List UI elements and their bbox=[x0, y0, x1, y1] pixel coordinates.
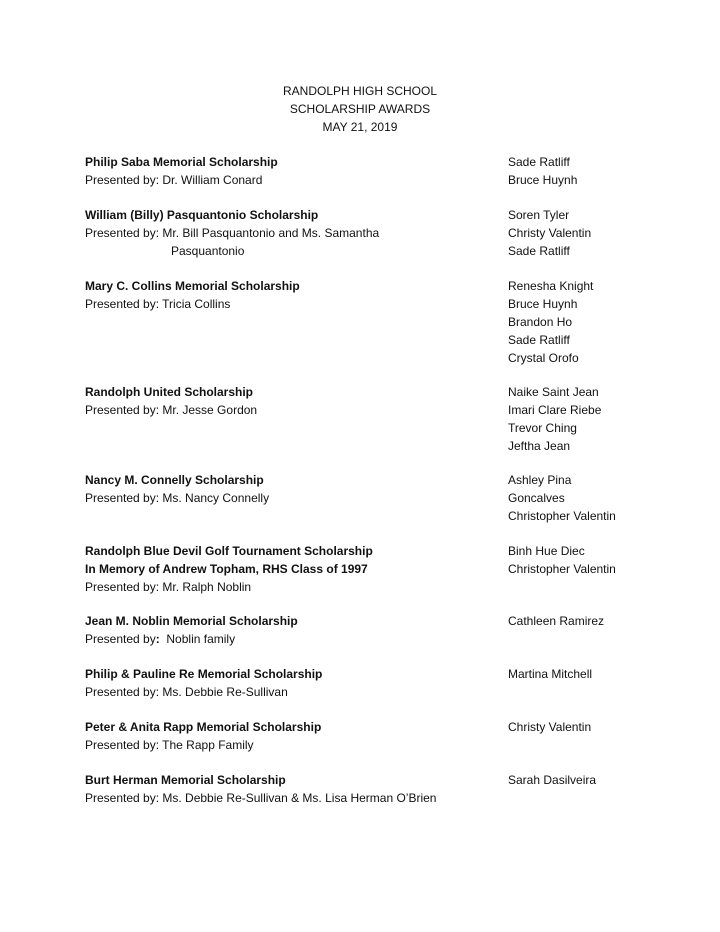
recipient-name: Sarah Dasilveira bbox=[508, 773, 597, 787]
presenter-line: Presented by: Ms. Nancy Connelly bbox=[85, 491, 270, 505]
scholarship-title: Mary C. Collins Memorial Scholarship bbox=[85, 279, 300, 293]
recipient-name: Goncalves bbox=[508, 491, 565, 505]
presenter-line bbox=[85, 630, 235, 648]
recipient-name: Soren Tyler bbox=[508, 208, 570, 222]
scholarship-title: Peter & Anita Rapp Memorial Scholarship bbox=[85, 720, 322, 734]
scholarship-title: Randolph United Scholarship bbox=[85, 385, 254, 399]
recipient-name: Crystal Orofo bbox=[508, 351, 579, 365]
recipient-name: Ashley Pina bbox=[508, 473, 572, 487]
recipient-name: Sade Ratliff bbox=[508, 155, 570, 169]
scholarship-title: Randolph Blue Devil Golf Tournament Scholarship bbox=[85, 544, 373, 558]
recipient-name: Christy Valentin bbox=[508, 720, 592, 734]
event-title: SCHOLARSHIP AWARDS bbox=[289, 102, 431, 116]
recipient-name: Sade Ratliff bbox=[508, 244, 570, 258]
presenter-label: Presented by bbox=[85, 632, 156, 646]
recipient-name: Imari Clare Riebe bbox=[508, 403, 602, 417]
presenter-line: Presented by: Mr. Bill Pasquantonio and Ms. Samantha bbox=[85, 226, 380, 240]
recipient-name: Brandon Ho bbox=[508, 315, 573, 329]
scholarship-title: Philip Saba Memorial Scholarship bbox=[85, 155, 278, 169]
presenter-name: Noblin family bbox=[159, 632, 236, 646]
scholarship-title: Jean M. Noblin Memorial Scholarship bbox=[85, 614, 298, 628]
presenter-line: Presented by: Ms. Debbie Re-Sullivan bbox=[85, 685, 288, 699]
presenter-line: Presented by: Tricia Collins bbox=[85, 297, 231, 311]
presenter-line: Presented by: The Rapp Family bbox=[85, 738, 254, 752]
scholarship-title: Nancy M. Connelly Scholarship bbox=[85, 473, 264, 487]
presenter-line: Presented by: Dr. William Conard bbox=[85, 173, 263, 187]
recipient-name: Naike Saint Jean bbox=[508, 385, 599, 399]
recipient-name: Binh Hue Diec bbox=[508, 544, 585, 558]
recipient-name: Christy Valentin bbox=[508, 226, 592, 240]
recipient-name: Cathleen Ramirez bbox=[508, 614, 605, 628]
recipient-name: Christopher Valentin bbox=[508, 509, 616, 523]
recipient-name: Bruce Huynh bbox=[508, 297, 578, 311]
event-date: MAY 21, 2019 bbox=[322, 120, 398, 134]
recipient-name: Renesha Knight bbox=[508, 279, 594, 293]
scholarship-title: Burt Herman Memorial Scholarship bbox=[85, 773, 286, 787]
presenter-line: Presented by: Mr. Jesse Gordon bbox=[85, 403, 258, 417]
recipient-name: Christopher Valentin bbox=[508, 562, 616, 576]
school-name: RANDOLPH HIGH SCHOOL bbox=[282, 84, 438, 98]
recipient-name: Martina Mitchell bbox=[508, 667, 593, 681]
recipient-name: Bruce Huynh bbox=[508, 173, 578, 187]
scholarship-title: William (Billy) Pasquantonio Scholarship bbox=[85, 208, 319, 222]
recipient-name: Trevor Ching bbox=[508, 421, 577, 435]
presenter-line-continued: Pasquantonio bbox=[171, 244, 245, 258]
recipient-name: Jeftha Jean bbox=[508, 439, 571, 453]
scholarship-title: Philip & Pauline Re Memorial Scholarship bbox=[85, 667, 323, 681]
presenter-line: Presented by: Mr. Ralph Noblin bbox=[85, 580, 252, 594]
recipient-name: Sade Ratliff bbox=[508, 333, 570, 347]
presenter-line: Presented by: Ms. Debbie Re-Sullivan & Ms. Lisa Herman O’Brien bbox=[85, 791, 437, 805]
presenter-colon: : bbox=[155, 632, 160, 646]
scholarship-subtitle: In Memory of Andrew Topham, RHS Class of 1997 bbox=[85, 562, 368, 576]
